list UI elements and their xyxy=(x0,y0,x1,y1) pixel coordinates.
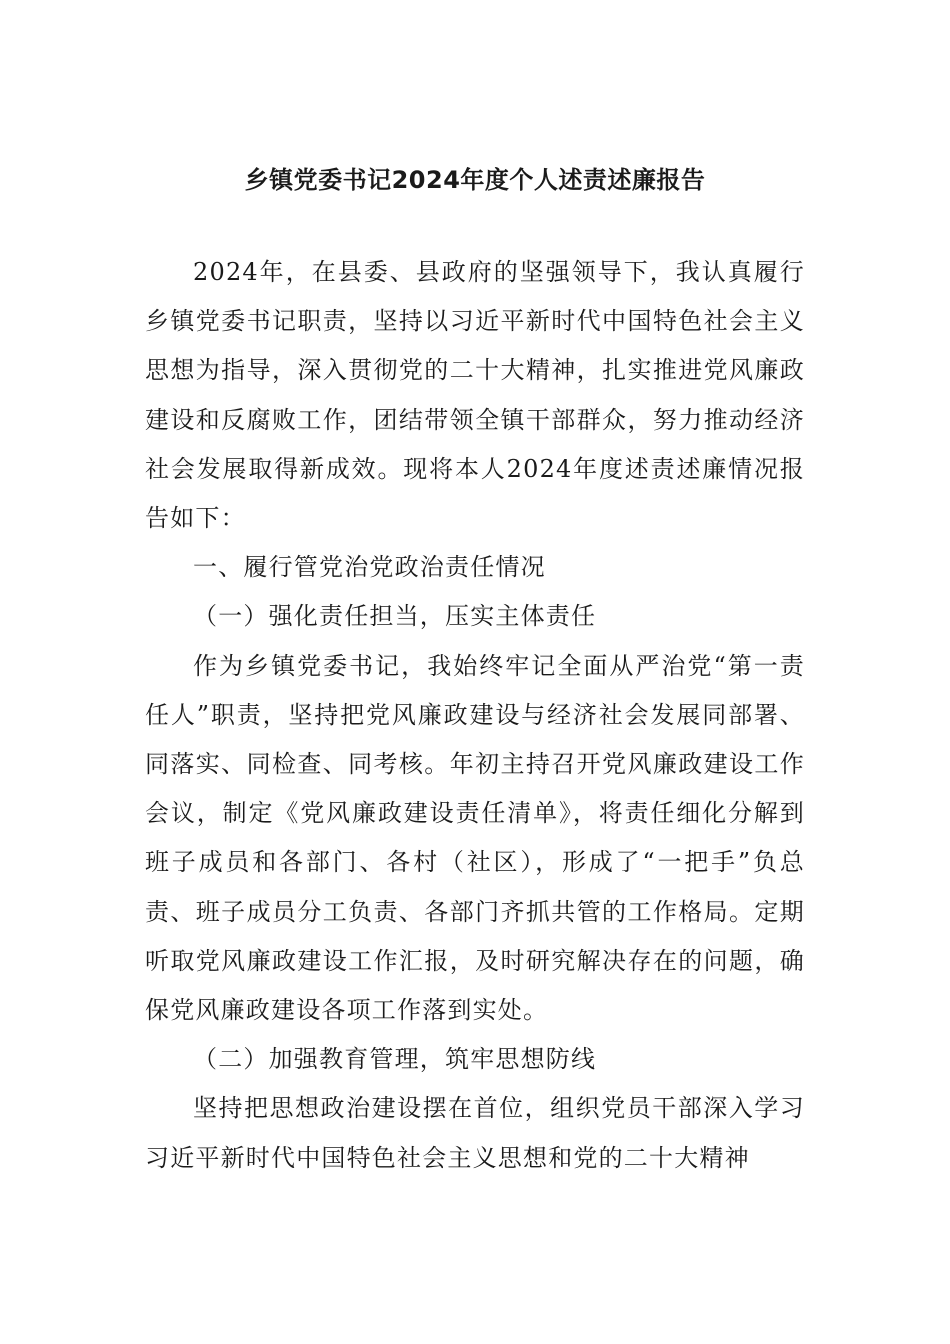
body-paragraph-2: 坚持把思想政治建设摆在首位，组织党员干部深入学习习近平新时代中国特色社会主义思想和党的二十大精神 xyxy=(145,1094,805,1172)
subsection-heading-1: （一）强化责任担当，压实主体责任 xyxy=(193,602,597,631)
document-title: 乡镇党委书记2024年度个人述责述廉报告 xyxy=(244,166,706,194)
document-body xyxy=(145,248,805,1183)
body-paragraph-1: 作为乡镇党委书记，我始终牢记全面从严治党“第一责任人”职责，坚持把党风廉政建设与经济社会发展同部署、同落实、同检查、同考核。年初主持召开党风廉政建设工作会议，制定《党风廉政建设责任清单》，将责任细化分解到班子成员和各部门、各村（社区），形成了“一把手”负总责、班子成员分工负责、各部门齐抓共管的工作格局。定期听取党风廉政建设工作汇报，及时研究解决存在的问题，确保党风廉政建设各项工作落到实处。 xyxy=(145,651,805,1025)
subsection-heading-2: （二）加强教育管理，筑牢思想防线 xyxy=(193,1045,597,1074)
intro-paragraph: 2024年，在县委、县政府的坚强领导下，我认真履行乡镇党委书记职责，坚持以习近平新时代中国特色社会主义思想为指导，深入贯彻党的二十大精神，扎实推进党风廉政建设和反腐败工作，团结带领全镇干部群众，努力推动经济社会发展取得新成效。现将本人2024年度述责述廉情况报告如下： xyxy=(145,258,805,533)
section-heading-1: 一、履行管党治党政治责任情况 xyxy=(193,553,546,582)
